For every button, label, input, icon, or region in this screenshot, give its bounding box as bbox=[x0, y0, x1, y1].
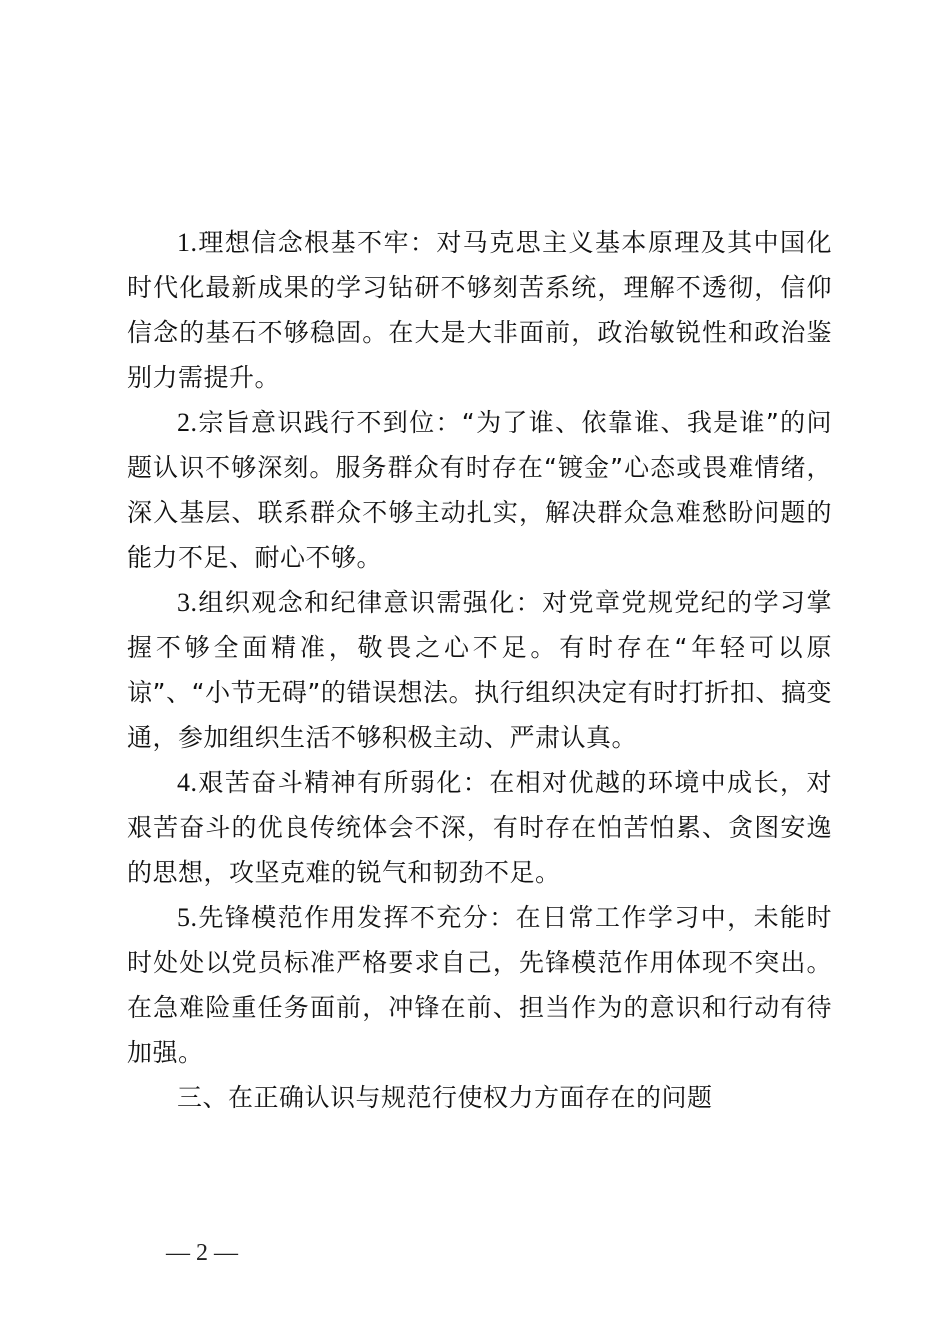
paragraph-text: 艰苦奋斗精神有所弱化：在相对优越的环境中成长，对艰苦奋斗的优良传统体会不深，有时存在怕苦怕累、贪图安逸的思想，攻坚克难的锐气和韧劲不足。 bbox=[127, 768, 832, 887]
paragraph-text: 先锋模范作用发挥不充分：在日常工作学习中，未能时时处处以党员标准严格要求自己，先锋模范作用体现不突出。在急难险重任务面前，冲锋在前、担当作为的意识和行动有待加强。 bbox=[127, 903, 832, 1067]
paragraph-number: 3. bbox=[177, 588, 198, 617]
paragraph-1 bbox=[127, 220, 832, 400]
paragraph-3 bbox=[127, 580, 832, 760]
paragraph-2 bbox=[127, 400, 832, 580]
paragraph-number: 2. bbox=[177, 408, 198, 437]
document-body bbox=[127, 220, 832, 1120]
page-number: — 2 — bbox=[166, 1240, 238, 1266]
paragraph-number: 5. bbox=[177, 903, 198, 932]
paragraph-text: 理想信念根基不牢：对马克思主义基本原理及其中国化时代化最新成果的学习钻研不够刻苦系统，理解不透彻，信仰信念的基石不够稳固。在大是大非面前，政治敏锐性和政治鉴别力需提升。 bbox=[127, 228, 832, 392]
paragraph-5 bbox=[127, 895, 832, 1075]
paragraph-4 bbox=[127, 760, 832, 895]
paragraph-number: 1. bbox=[177, 228, 198, 257]
paragraph-text: 宗旨意识践行不到位：“为了谁、依靠谁、我是谁”的问题认识不够深刻。服务群众有时存在“镀金”心态或畏难情绪，深入基层、联系群众不够主动扎实，解决群众急难愁盼问题的能力不足、耐心不够。 bbox=[127, 408, 832, 572]
paragraph-text: 组织观念和纪律意识需强化：对党章党规党纪的学习掌握不够全面精准，敬畏之心不足。有时存在“年轻可以原谅”、“小节无碍”的错误想法。执行组织决定有时打折扣、搞变通，参加组织生活不够积极主动、严肃认真。 bbox=[127, 588, 832, 752]
paragraph-number: 4. bbox=[177, 768, 198, 797]
section-heading: 三、在正确认识与规范行使权力方面存在的问题 bbox=[177, 1083, 713, 1112]
